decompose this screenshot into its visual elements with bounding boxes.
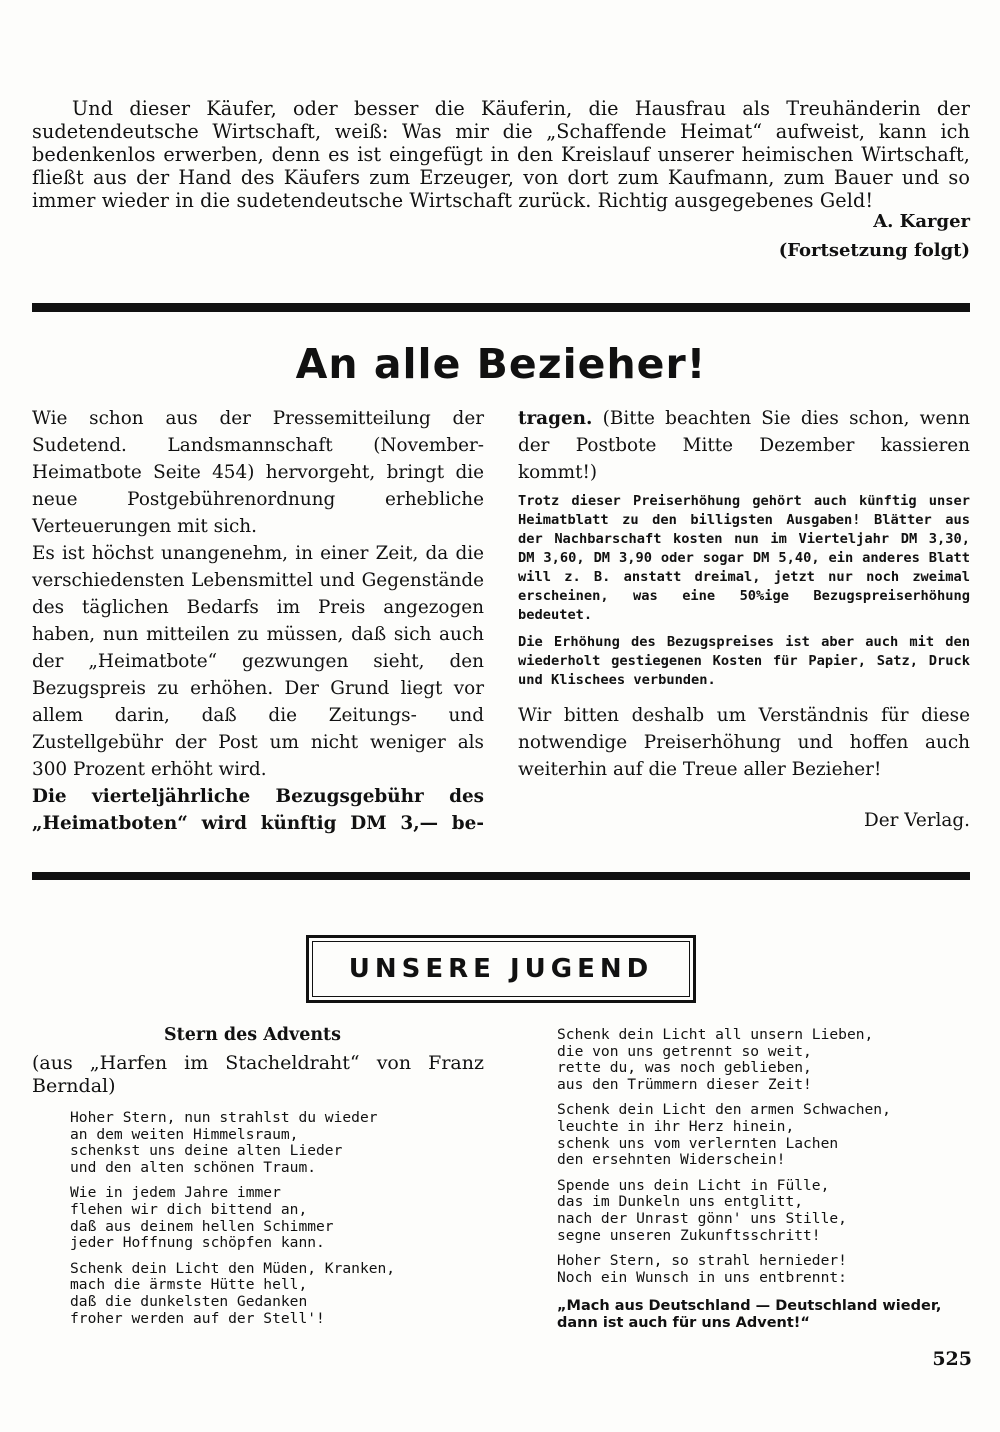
poem-right-stanzas [557, 1027, 941, 1332]
poem-line: die von uns getrennt so weit, [557, 1042, 812, 1060]
stanza [70, 1110, 395, 1176]
poem-line: aus den Trümmern dieser Zeit! [557, 1075, 812, 1093]
announcement-paragraph-2: Es ist höchst unangenehm, in einer Zeit, da die verschiedensten Lebensmittel und Gegenstände des täglichen Bedarfs im Preis angezogen haben, nun mitteilen zu müssen, daß sich auch der „Heimatbote“ gezwungen sieht, den Bezugspreis zu erhöhen. Der Grund liegt vor allem darin, daß die Zeitungs- und Zustellgebühr der Post um nicht weniger als 300 Prozent erhöht wird. [32, 543, 484, 780]
poem-line: Schenk dein Licht all unsern Lieben, [557, 1026, 874, 1043]
poem-source: (aus „Harfen im Stacheldraht“ von Franz Berndal) [32, 1052, 484, 1097]
understanding-request: Wir bitten deshalb um Verständnis für diese notwendige Preiserhöhung und hoffen auch weiterhin auf die Treue aller Bezieher! [518, 705, 970, 780]
poem-line: daß aus deinem hellen Schimmer [70, 1217, 334, 1235]
cost-increase-note: Die Erhöhung des Bezugspreises ist aber auch mit den wiederholt gestiegenen Kosten für Papier, Satz, Druck und Klischees verbunden. [518, 634, 970, 688]
poem-line: Spende uns dein Licht in Fülle, [557, 1176, 830, 1194]
poem-line: mach die ärmste Hütte hell, [70, 1276, 308, 1294]
poem-title: Stern des Advents [164, 1025, 341, 1045]
author-signature: A. Karger [873, 211, 970, 232]
poem-line: das im Dunkeln uns entglitt, [557, 1193, 804, 1211]
announcement-heading: An alle Bezieher! [295, 340, 707, 388]
poem-line: Hoher Stern, nun strahlst du wieder [70, 1109, 378, 1126]
poem-line: Schenk dein Licht den armen Schwachen, [557, 1101, 891, 1119]
continued-note: (Fortsetzung folgt) [778, 240, 970, 261]
poem-line: segne unseren Zukunftsschritt! [557, 1226, 821, 1244]
poem-line: Hoher Stern, so strahl hernieder! [557, 1252, 847, 1270]
announcement-left-column [32, 405, 484, 837]
poem-left-stanzas [70, 1110, 395, 1336]
poem-line: rette du, was noch geblieben, [557, 1059, 812, 1077]
poem-line: jeder Hoffnung schöpfen kann. [70, 1234, 325, 1252]
poem-slogan [557, 1298, 941, 1332]
stanza [70, 1185, 395, 1251]
announcement-paragraph-1: Wie schon aus der Pressemitteilung der Sudetend. Landsmannschaft (November-Heimatbote Seite 454) hervorgeht, bringt die neue Postgebührenordnung erhebliche Verteuerungen mit sich. [32, 408, 484, 537]
announcement-bold-continuation: tragen. [518, 408, 593, 429]
poem-line: daß die dunkelsten Gedanken [70, 1292, 308, 1310]
stanza [70, 1261, 395, 1327]
poem-line: schenkst uns deine alten Lieder [70, 1142, 343, 1160]
section-title-box [306, 935, 696, 1003]
poem-line: und den alten schönen Traum. [70, 1158, 317, 1176]
poem-line: leuchte in ihr Herz hinein, [557, 1117, 795, 1135]
intro-paragraph: Und dieser Käufer, oder besser die Käuferin, die Hausfrau als Treuhänderin der sudetendeutsche Wirtschaft, weiß: Was mir die „Schaffende Heimat“ aufweist, kann ich bedenkenlos erwerben, denn es ist eingefügt in den Kreislauf unserer heimischen Wirtschaft, fließt aus der Hand des Käufers zum Erzeuger, von dort zum Kaufmann, zum Bauer und so immer wieder in die sudetendeutsche Wirtschaft zurück. Richtig ausgegebenes Geld! [32, 97, 970, 212]
announcement-postman-note: (Bitte beachten Sie dies schon, wenn der Postbote Mitte Dezember kassieren kommt!) [518, 408, 970, 483]
announcement-bold-fee: Die vierteljährliche Bezugsgebühr des „Heimatboten“ wird künftig DM 3,— be- [32, 786, 484, 834]
publisher-signature: Der Verlag. [864, 810, 970, 831]
slogan-line: „Mach aus Deutschland — Deutschland wieder, [557, 1298, 942, 1315]
slogan-line: dann ist auch für uns Advent!“ [557, 1315, 810, 1332]
poem-line: Schenk dein Licht den Müden, Kranken, [70, 1259, 396, 1277]
divider-rule-top [32, 303, 970, 312]
section-title: UNSERE JUGEND [348, 954, 654, 984]
poem-line: Noch ein Wunsch in uns entbrennt: [557, 1268, 847, 1286]
stanza [557, 1253, 941, 1286]
poem-line: an dem weiten Himmelsraum, [70, 1125, 299, 1143]
announcement-right-column [518, 405, 970, 783]
poem-line: flehen wir dich bittend an, [70, 1200, 308, 1218]
stanza [557, 1102, 941, 1168]
poem-line: schenk uns vom verlernten Lachen [557, 1134, 839, 1152]
stanza [557, 1027, 941, 1093]
divider-rule-middle [32, 872, 970, 880]
stanza [557, 1178, 941, 1244]
poem-line: Wie in jedem Jahre immer [70, 1184, 281, 1202]
price-comparison-note: Trotz dieser Preiserhöhung gehört auch künftig unser Heimatblatt zu den billigsten Ausgaben! Blätter aus der Nachbarschaft kosten nun im Vierteljahr DM 3,30, DM 3,60, DM 3,90 oder sogar DM 5,40, ein anderes Blatt will z. B. anstatt dreimal, jetzt nur noch zweimal erscheinen, was eine 50%ige Bezugspreiserhöhung bedeutet. [518, 493, 970, 623]
poem-line: froher werden auf der Stell'! [70, 1309, 325, 1327]
poem-line: nach der Unrast gönn' uns Stille, [557, 1209, 847, 1227]
page-number: 525 [932, 1348, 972, 1370]
poem-line: den ersehnten Widerschein! [557, 1151, 786, 1169]
